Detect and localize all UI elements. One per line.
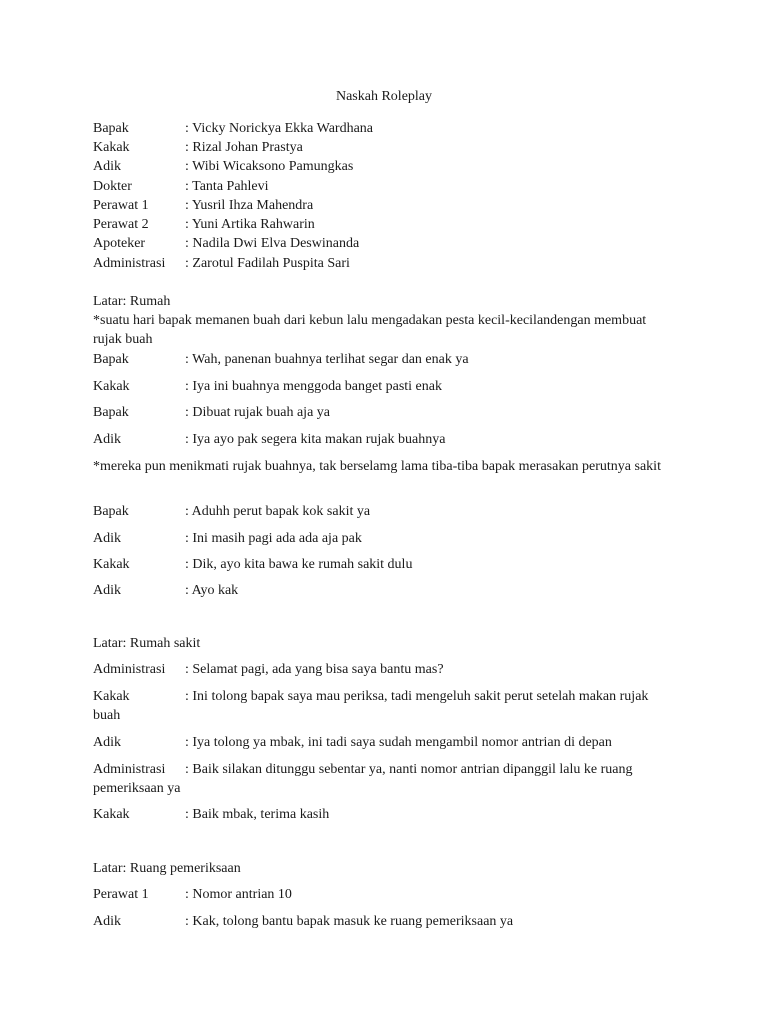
dialog-text: : Iya tolong ya mbak, ini tadi saya sudah mengambil nomor antrian di depan <box>185 735 612 750</box>
cast-actor: : Tanta Pahlevi <box>185 179 269 194</box>
dialog-text: : Kak, tolong bantu bapak masuk ke ruang pemeriksaan ya <box>185 914 514 929</box>
cast-row <box>93 254 683 273</box>
dialog-text: : Aduhh perut bapak kok sakit ya <box>185 504 371 519</box>
dialog-line <box>93 403 683 422</box>
cast-role: Perawat 2 <box>93 217 149 232</box>
dialog-line <box>93 733 683 752</box>
cast-row <box>93 234 683 253</box>
dialog-line <box>93 660 683 679</box>
cast-role: Adik <box>93 159 121 174</box>
speaker-name: Adik <box>93 583 121 598</box>
dialog-text: : Nomor antrian 10 <box>185 887 292 902</box>
dialog-line <box>93 885 683 904</box>
dialog-text: : Ini tolong bapak saya mau periksa, tadi mengeluh sakit perut setelah makan rujak buah <box>93 689 649 723</box>
scene-setting: Latar: Rumah sakit <box>93 636 201 651</box>
speaker-name: Bapak <box>93 405 129 420</box>
cast-actor: : Yusril Ihza Mahendra <box>185 198 314 213</box>
dialog-line <box>93 581 683 600</box>
cast-row <box>93 138 683 157</box>
dialog-text: : Iya ayo pak segera kita makan rujak buahnya <box>185 432 446 447</box>
dialog-text: : Dibuat rujak buah aja ya <box>185 405 331 420</box>
speaker-name: Administrasi <box>93 662 166 677</box>
cast-role: Kakak <box>93 140 130 155</box>
dialog-line <box>93 430 683 449</box>
speaker-name: Administrasi <box>93 762 166 777</box>
dialog-text: : Wah, panenan buahnya terlihat segar dan enak ya <box>185 352 469 367</box>
dialog-text: : Iya ini buahnya menggoda banget pasti enak <box>185 379 442 394</box>
cast-role: Administrasi <box>93 256 166 271</box>
scene-setting: Latar: Rumah <box>93 294 171 309</box>
dialog-text: : Ayo kak <box>185 583 239 598</box>
document-title: Naskah Roleplay <box>335 89 433 104</box>
cast-role: Perawat 1 <box>93 198 149 213</box>
dialog-line <box>93 502 683 521</box>
cast-row <box>93 196 683 215</box>
dialog-line <box>93 760 673 798</box>
cast-row <box>93 215 683 234</box>
speaker-name: Adik <box>93 432 121 447</box>
speaker-name: Adik <box>93 914 121 929</box>
dialog-line <box>93 350 683 369</box>
speaker-name: Adik <box>93 531 121 546</box>
speaker-name: Kakak <box>93 689 130 704</box>
cast-actor: : Zarotul Fadilah Puspita Sari <box>185 256 350 271</box>
cast-role: Apoteker <box>93 236 146 251</box>
cast-role: Dokter <box>93 179 132 194</box>
dialog-line <box>93 912 683 931</box>
cast-actor: : Nadila Dwi Elva Deswinanda <box>185 236 360 251</box>
narration: *mereka pun menikmati rujak buahnya, tak berselamg lama tiba-tiba bapak merasakan perutnya sakit <box>93 459 661 474</box>
dialog-text: : Baik silakan ditunggu sebentar ya, nanti nomor antrian dipanggil lalu ke ruang pemeriksaan ya <box>93 762 633 796</box>
cast-row <box>93 119 683 138</box>
cast-row <box>93 177 683 196</box>
speaker-name: Perawat 1 <box>93 887 149 902</box>
speaker-name: Adik <box>93 735 121 750</box>
dialog-line <box>93 687 673 725</box>
speaker-name: Kakak <box>93 807 130 822</box>
speaker-name: Bapak <box>93 352 129 367</box>
speaker-name: Kakak <box>93 557 130 572</box>
speaker-name: Kakak <box>93 379 130 394</box>
cast-actor: : Wibi Wicaksono Pamungkas <box>185 159 354 174</box>
cast-actor: : Vicky Norickya Ekka Wardhana <box>185 121 374 136</box>
cast-actor: : Rizal Johan Prastya <box>185 140 303 155</box>
dialog-line <box>93 529 683 548</box>
dialog-line <box>93 805 683 824</box>
dialog-text: : Selamat pagi, ada yang bisa saya bantu mas? <box>185 662 444 677</box>
cast-row <box>93 157 683 176</box>
dialog-text: : Baik mbak, terima kasih <box>185 807 330 822</box>
narration: *suatu hari bapak memanen buah dari kebun lalu mengadakan pesta kecil-kecilandengan membuat rujak buah <box>93 313 647 347</box>
speaker-name: Bapak <box>93 504 129 519</box>
dialog-line <box>93 377 683 396</box>
scene-setting: Latar: Ruang pemeriksaan <box>93 861 241 876</box>
dialog-text: : Ini masih pagi ada ada aja pak <box>185 531 362 546</box>
cast-actor: : Yuni Artika Rahwarin <box>185 217 315 232</box>
dialog-text: : Dik, ayo kita bawa ke rumah sakit dulu <box>185 557 413 572</box>
dialog-line <box>93 555 683 574</box>
cast-role: Bapak <box>93 121 129 136</box>
